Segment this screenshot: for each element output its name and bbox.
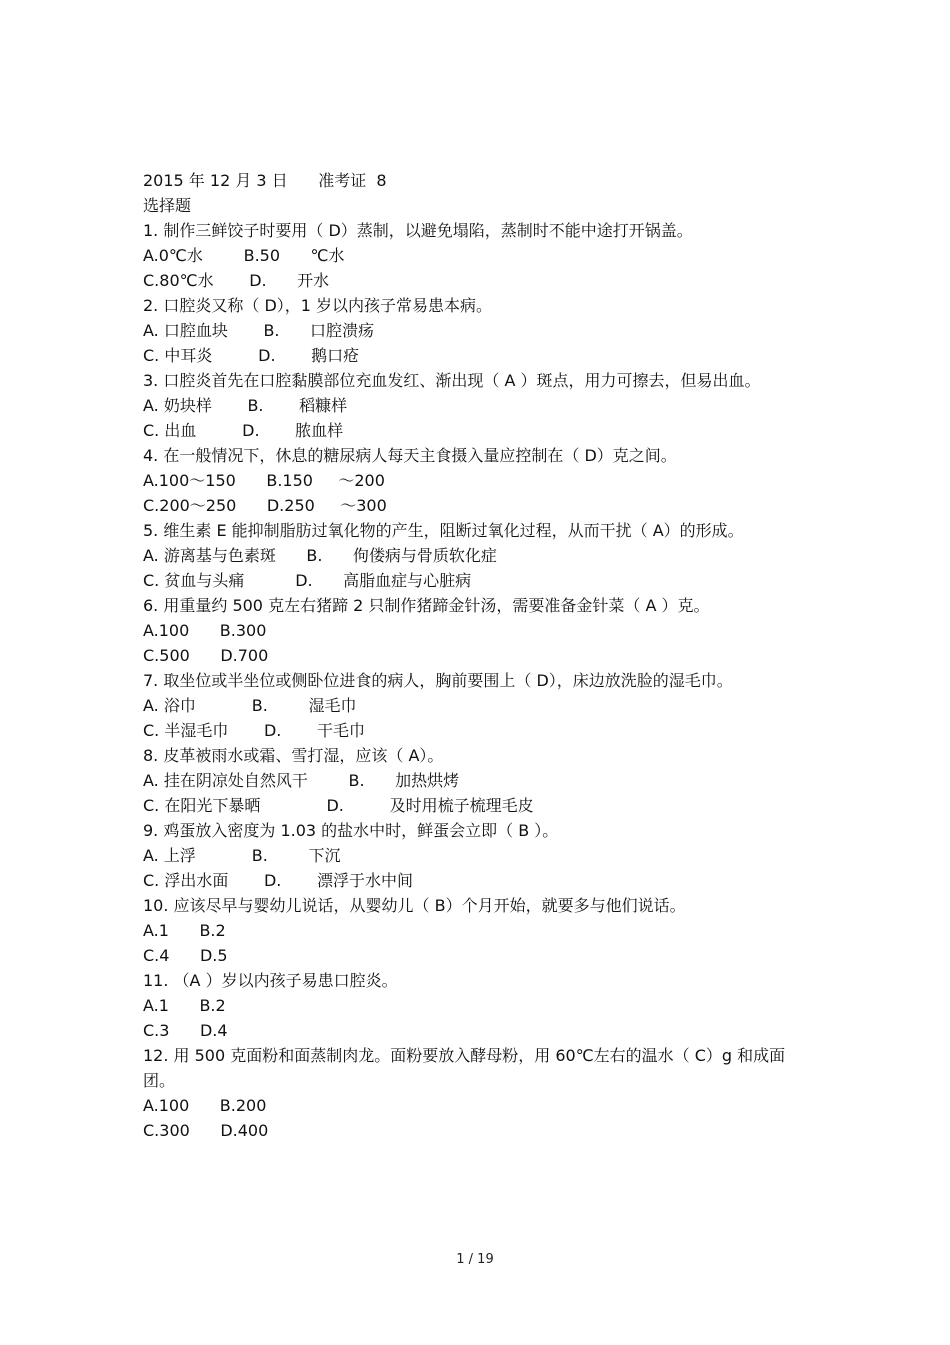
options-row: A. 奶块样 B. 稻糠样 (143, 396, 348, 415)
page-number: 1 / 19 (456, 1252, 494, 1267)
question-stem: 12. 用 500 克面粉和面蒸制肉龙。面粉要放入酵母粉，用 60℃左右的温水（ C）g 和成面团。 (143, 1046, 786, 1090)
options-row: A.1 B.2 (143, 921, 226, 940)
options-row: C. 半湿毛巾 D. 干毛巾 (143, 721, 365, 740)
question-item (143, 443, 813, 518)
question-stem: 8. 皮革被雨水或霜、雪打湿，应该（ A）。 (143, 746, 444, 765)
options-row: A. 浴巾 B. 湿毛巾 (143, 696, 357, 715)
question-stem: 7. 取坐位或半坐位或侧卧位进食的病人，胸前要围上（ D），床边放洗脸的湿毛巾。 (143, 671, 733, 690)
options-row: C.500 D.700 (143, 646, 269, 665)
options-row: C.4 D.5 (143, 946, 228, 965)
question-item (143, 818, 813, 893)
question-stem: 3. 口腔炎首先在口腔黏膜部位充血发红、渐出现（ A ）斑点，用力可擦去，但易出血。 (143, 371, 761, 390)
question-stem: 10. 应该尽早与婴幼儿说话，从婴幼儿（ B）个月开始，就要多与他们说话。 (143, 896, 686, 915)
options-row: C. 浮出水面 D. 漂浮于水中间 (143, 871, 413, 890)
options-row: A.0℃水 B.50 ℃水 (143, 246, 345, 265)
question-stem: 1. 制作三鲜饺子时要用（ D）蒸制，以避免塌陷，蒸制时不能中途打开锅盖。 (143, 221, 693, 240)
options-row: A. 上浮 B. 下沉 (143, 846, 341, 865)
question-item (143, 368, 813, 443)
question-list (143, 218, 813, 1143)
options-row: C.300 D.400 (143, 1121, 269, 1140)
question-stem: 5. 维生素 E 能抑制脂肪过氧化物的产生，阻断过氧化过程，从而干扰（ A）的形成。 (143, 521, 744, 540)
question-stem: 2. 口腔炎又称（ D），1 岁以内孩子常易患本病。 (143, 296, 493, 315)
question-stem: 11. （A ）岁以内孩子易患口腔炎。 (143, 971, 398, 990)
options-row: A.100～150 B.150 ～200 (143, 471, 385, 490)
section-title: 选择题 (143, 196, 192, 215)
options-row: A.100 B.300 (143, 621, 267, 640)
options-row: A. 挂在阴凉处自然风干 B. 加热烘烤 (143, 771, 460, 790)
question-item (143, 518, 813, 593)
question-item (143, 668, 813, 743)
options-row: A. 口腔血块 B. 口腔溃疡 (143, 321, 375, 340)
date-line: 2015 年 12 月 3 日 准考证 8 (143, 171, 387, 190)
question-item (143, 218, 813, 293)
question-stem: 4. 在一般情况下，休息的糖尿病人每天主食摄入量应控制在（ D）克之间。 (143, 446, 677, 465)
options-row: A. 游离基与色素斑 B. 佝偻病与骨质软化症 (143, 546, 497, 565)
options-row: C. 中耳炎 D. 鹅口疮 (143, 346, 360, 365)
options-row: C.3 D.4 (143, 1021, 228, 1040)
options-row: C.80℃水 D. 开水 (143, 271, 330, 290)
options-row: C.200～250 D.250 ～300 (143, 496, 387, 515)
question-stem: 6. 用重量约 500 克左右猪蹄 2 只制作猪蹄金针汤，需要准备金针菜（ A ）克。 (143, 596, 710, 615)
question-item (143, 893, 813, 968)
question-item (143, 1043, 813, 1143)
options-row: A.100 B.200 (143, 1096, 267, 1115)
question-item (143, 968, 813, 1043)
question-item (143, 593, 813, 668)
question-item (143, 743, 813, 818)
document-body (143, 168, 813, 1143)
options-row: C. 贫血与头痛 D. 高脂血症与心脏病 (143, 571, 472, 590)
options-row: A.1 B.2 (143, 996, 226, 1015)
options-row: C. 出血 D. 脓血样 (143, 421, 344, 440)
question-stem: 9. 鸡蛋放入密度为 1.03 的盐水中时，鲜蛋会立即（ B ）。 (143, 821, 559, 840)
question-item (143, 293, 813, 368)
options-row: C. 在阳光下暴晒 D. 及时用梳子梳理毛皮 (143, 796, 534, 815)
